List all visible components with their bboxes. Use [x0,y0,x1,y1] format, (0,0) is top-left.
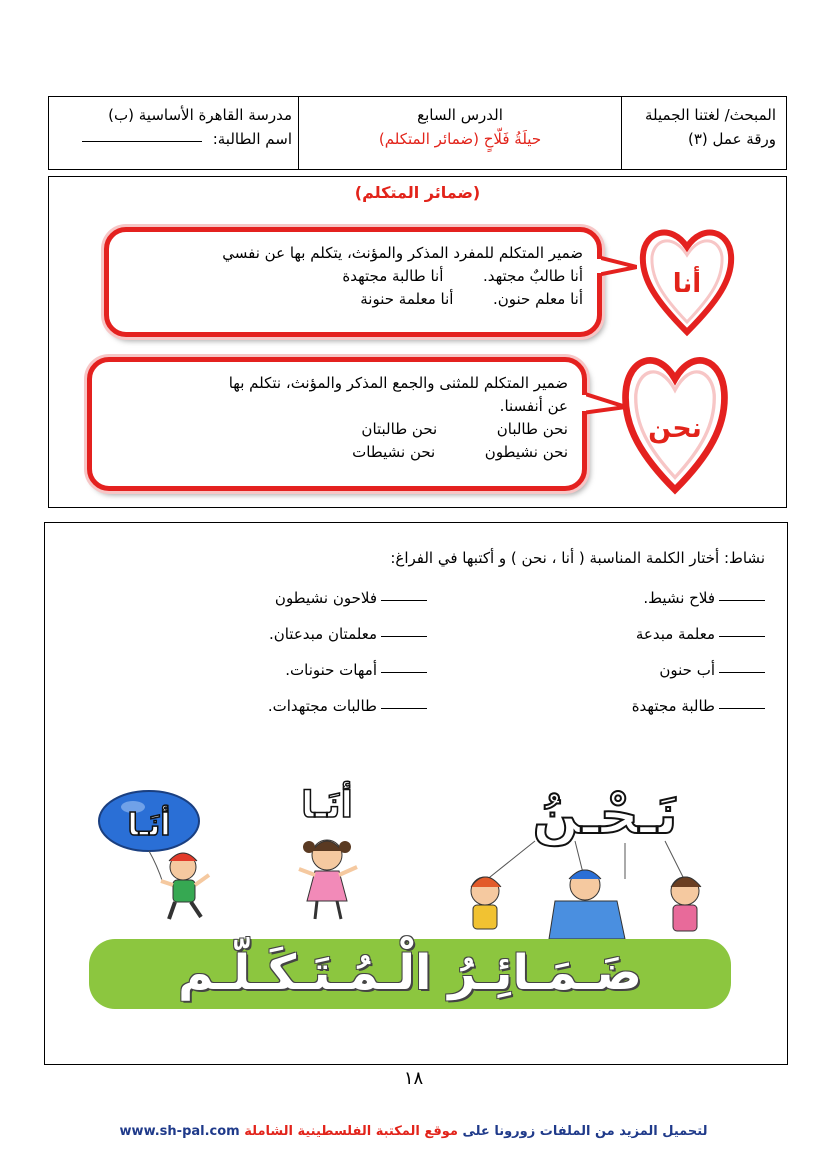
student-name-field[interactable] [82,141,202,142]
ana-example: أنا معلمة حنونة [360,290,454,308]
page-number: ١٨ [403,1068,424,1089]
activity-item-text: معلمة مبدعة [635,625,715,643]
activity-item [659,661,765,679]
footer-text [244,1124,707,1139]
balloon-boy-illustration [97,785,257,925]
footer [0,1124,827,1139]
nahnu-example-row-2 [106,441,568,464]
activity-item-text: معلمتان مبدعتان. [268,625,377,643]
lesson-title: حيلَةُ فَلّاحٍ (ضمائر المتكلم) [378,130,542,148]
subject-label: المبحث/ لغتنا الجميلة [645,106,776,124]
answer-blank[interactable] [381,636,427,637]
group-kids-illustration [425,771,745,941]
answer-blank[interactable] [381,708,427,709]
ana-example-row-1 [123,265,583,288]
activity-item-text: أب حنون [659,661,715,679]
answer-blank[interactable] [719,636,765,637]
nahnu-definition-cont: عن أنفسنا. [499,397,568,415]
activity-item [643,589,765,607]
activity-item [285,661,427,679]
ana-heart-label: أنا [672,269,702,299]
nahnu-example-row-1 [106,418,568,441]
banner-title: ضَـمَـائِـرُ الْـمُـتَـكَـلّـم [178,945,642,1001]
activity-item [269,625,427,643]
ana-example: أنا معلم حنون. [493,290,583,308]
student-name-label: اسم الطالبة: [212,130,292,148]
activity-item-text: طالبات مجتهدات. [267,697,377,715]
header-subject-cell [621,97,786,169]
answer-blank[interactable] [719,672,765,673]
nahnu-example: نحن نشيطون [484,443,568,461]
ana-heart-icon [637,217,737,337]
ana-bubble-tail [597,247,637,287]
lesson-label: الدرس السابع [417,106,503,124]
girl-word: أنَـا [301,785,353,826]
girl-illustration [267,773,387,923]
activity-item-text: أمهات حنونات. [285,661,377,679]
header-table [48,96,787,170]
ana-text [109,232,597,311]
explanation-box [48,176,787,508]
ana-definition: ضمير المتكلم للمفرد المذكر والمؤنث، يتكلم بها عن نفسي [222,244,583,262]
group-word: نَـحْـنُ [532,783,678,846]
answer-blank[interactable] [719,600,765,601]
nahnu-heart-icon [619,337,731,497]
ana-example-row-2 [123,288,583,311]
activity-box [44,522,788,1065]
answer-blank[interactable] [381,600,427,601]
ana-example: أنا طالبة مجتهدة [342,267,444,285]
activity-instruction: نشاط: أختار الكلمة المناسبة ( أنا ، نحن ) و أكتبها في الفراغ: [390,549,765,567]
activity-item [632,697,765,715]
header-school-cell [49,97,300,169]
ana-example: أنا طالبٌ مجتهد. [482,267,583,285]
footer-site-name: موقع المكتبة الفلسطينية الشاملة [244,1124,458,1139]
pronouns-banner [89,939,731,1009]
footer-prefix: لتحميل المزيد من الملفات زورونا على [462,1124,708,1139]
worksheet-label: ورقة عمل (٣) [688,130,776,148]
nahnu-definition: ضمير المتكلم للمثنى والجمع المذكر والمؤنث، نتكلم بها [228,374,568,392]
activity-item [275,589,427,607]
activity-item [636,625,765,643]
footer-url[interactable]: www.sh-pal.com [119,1124,240,1139]
nahnu-example: نحن طالبتان [361,420,438,438]
activity-item [268,697,427,715]
nahnu-speech-bubble [87,357,587,491]
school-name: مدرسة القاهرة الأساسية (ب) [108,106,292,124]
nahnu-text [92,362,582,464]
balloon-word: أنَـا [127,808,171,843]
answer-blank[interactable] [719,708,765,709]
nahnu-example: نحن نشيطات [352,443,436,461]
nahnu-example: نحن طالبان [496,420,568,438]
activity-item-text: طالبة مجتهدة [631,697,715,715]
activity-item-text: فلاح نشيط. [643,589,715,607]
nahnu-heart-label: نحن [648,413,702,445]
answer-blank[interactable] [381,672,427,673]
header-lesson-cell [298,97,621,169]
student-name-row [49,127,292,151]
explanation-title: (ضمائر المتكلم) [354,183,481,202]
activity-item-text: فلاحون نشيطون [274,589,377,607]
ana-speech-bubble [104,227,602,337]
